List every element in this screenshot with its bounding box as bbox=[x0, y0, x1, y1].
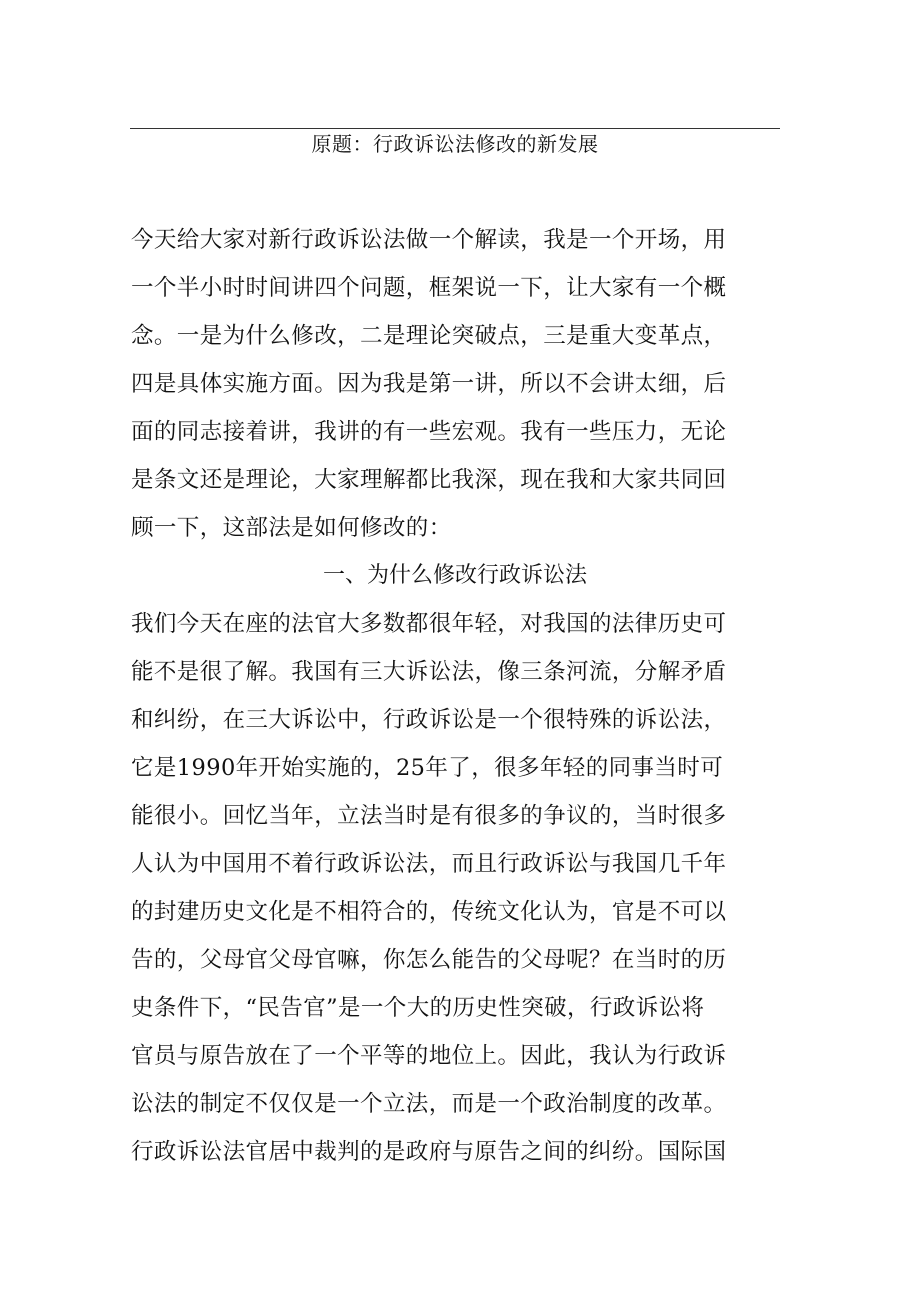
section-heading: 一、为什么修改行政诉讼法 bbox=[322, 563, 587, 588]
body-line: 告的，父母官父母官嘛，你怎么能告的父母呢？在当时的历 bbox=[131, 947, 727, 973]
body-line: 它是1990年开始实施的，25年了，很多年轻的同事当时可 bbox=[131, 755, 724, 781]
body-line: 的封建历史文化是不相符合的，传统文化认为，官是不可以 bbox=[131, 899, 727, 925]
intro-line: 是条文还是理论，大家理解都比我深，现在我和大家共同回 bbox=[131, 467, 727, 493]
intro-line: 一个半小时时间讲四个问题，框架说一下，让大家有一个概 bbox=[131, 275, 727, 301]
body-line: 和纠纷，在三大诉讼中，行政诉讼是一个很特殊的诉讼法， bbox=[131, 707, 727, 733]
intro-line: 今天给大家对新行政诉讼法做一个解读，我是一个开场，用 bbox=[131, 227, 727, 253]
body-line: 史条件下，“民告官”是一个大的历史性突破，行政诉讼将 bbox=[131, 995, 705, 1021]
intro-line: 念。一是为什么修改，二是理论突破点，三是重大变革点， bbox=[131, 323, 727, 349]
body-line: 我们今天在座的法官大多数都很年轻，对我国的法律历史可 bbox=[131, 611, 727, 637]
body-line: 能不是很了解。我国有三大诉讼法，像三条河流，分解矛盾 bbox=[131, 659, 727, 685]
intro-line: 四是具体实施方面。因为我是第一讲，所以不会讲太细，后 bbox=[131, 371, 727, 397]
body-line: 人认为中国用不着行政诉讼法，而且行政诉讼与我国几千年 bbox=[131, 851, 727, 877]
body-line: 讼法的制定不仅仅是一个立法，而是一个政治制度的改革。 bbox=[131, 1091, 727, 1117]
body-line: 行政诉讼法官居中裁判的是政府与原告之间的纠纷。国际国 bbox=[131, 1139, 727, 1165]
body-line: 能很小。回忆当年，立法当时是有很多的争议的，当时很多 bbox=[131, 803, 727, 829]
header-rule bbox=[130, 128, 780, 129]
document-title: 原题：行政诉讼法修改的新发展 bbox=[311, 132, 599, 156]
body-line: 官员与原告放在了一个平等的地位上。因此，我认为行政诉 bbox=[131, 1043, 727, 1069]
intro-line: 顾一下，这部法是如何修改的： bbox=[131, 515, 452, 541]
intro-line: 面的同志接着讲，我讲的有一些宏观。我有一些压力，无论 bbox=[131, 419, 727, 445]
